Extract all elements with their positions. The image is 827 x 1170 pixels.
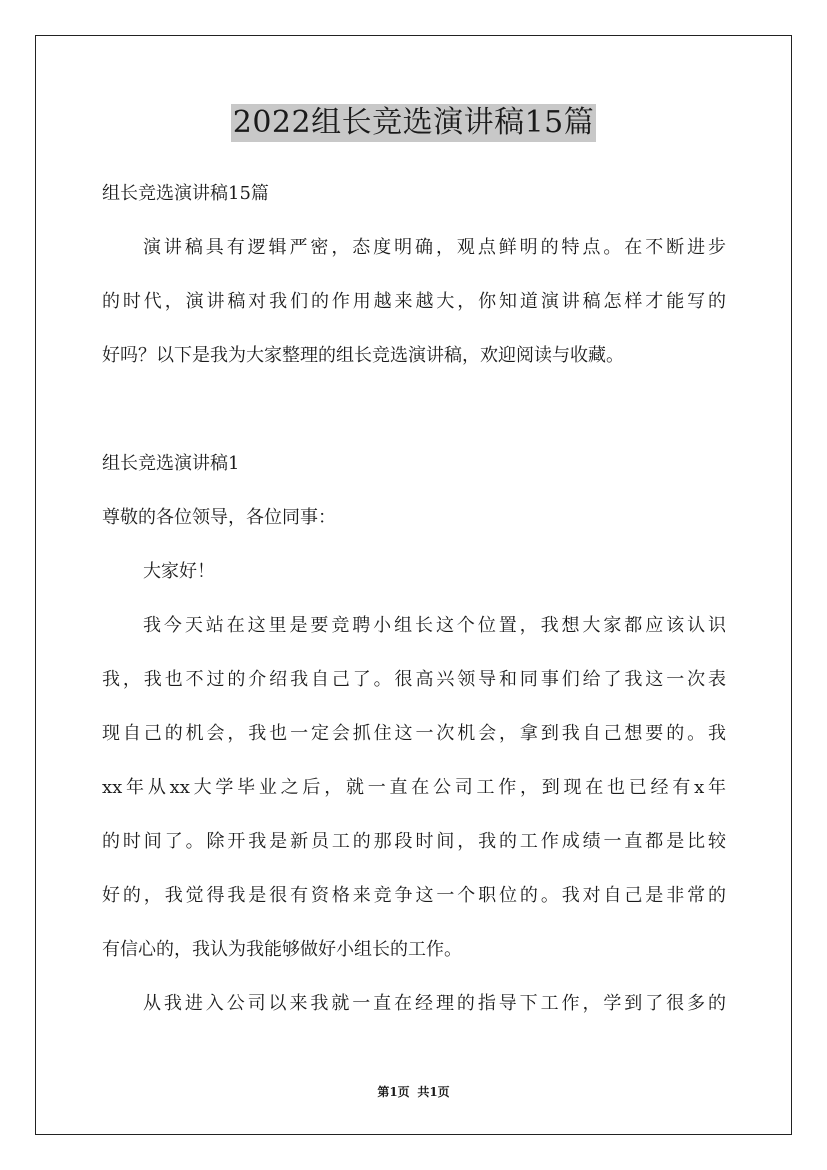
document-title: 2022组长竞选演讲稿15篇 <box>232 105 595 140</box>
page-footer <box>0 1084 827 1100</box>
paragraph-line: 从我进入公司以来我就一直在经理的指导下工作，学到了很多的 <box>143 993 726 1014</box>
paragraph-line: 的时间了。除开我是新员工的那段时间，我的工作成绩一直都是比较 <box>102 831 726 852</box>
paragraph-line: 我，我也不过的介绍我自己了。很高兴领导和同事们给了我这一次表 <box>102 669 726 690</box>
paragraph-line: 现自己的机会，我也一定会抓住这一次机会，拿到我自己想要的。我 <box>102 723 726 744</box>
paragraph-line: 好的，我觉得我是很有资格来竞争这一个职位的。我对自己是非常的 <box>102 885 726 906</box>
greeting-line: 大家好！ <box>143 561 215 582</box>
paragraph-line: 我今天站在这里是要竞聘小组长这个位置，我想大家都应该认识 <box>143 615 726 636</box>
page-number: 第1页 <box>377 1085 410 1099</box>
paragraph-line: 演讲稿具有逻辑严密，态度明确，观点鲜明的特点。在不断进步 <box>143 237 726 258</box>
paragraph-line: xx年从xx大学毕业之后，就一直在公司工作，到现在也已经有x年 <box>102 777 726 798</box>
paragraph-line: 有信心的，我认为我能够做好小组长的工作。 <box>102 939 462 960</box>
page-total: 共1页 <box>417 1085 450 1099</box>
paragraph-line: 的时代，演讲稿对我们的作用越来越大，你知道演讲稿怎样才能写的 <box>102 291 726 312</box>
salutation-line: 尊敬的各位领导，各位同事： <box>102 507 336 528</box>
section-heading: 组长竞选演讲稿1 <box>102 453 240 474</box>
paragraph-line: 好吗？以下是我为大家整理的组长竞选演讲稿，欢迎阅读与收藏。 <box>102 345 624 366</box>
title-container <box>0 104 827 142</box>
subtitle-line: 组长竞选演讲稿15篇 <box>102 183 269 204</box>
